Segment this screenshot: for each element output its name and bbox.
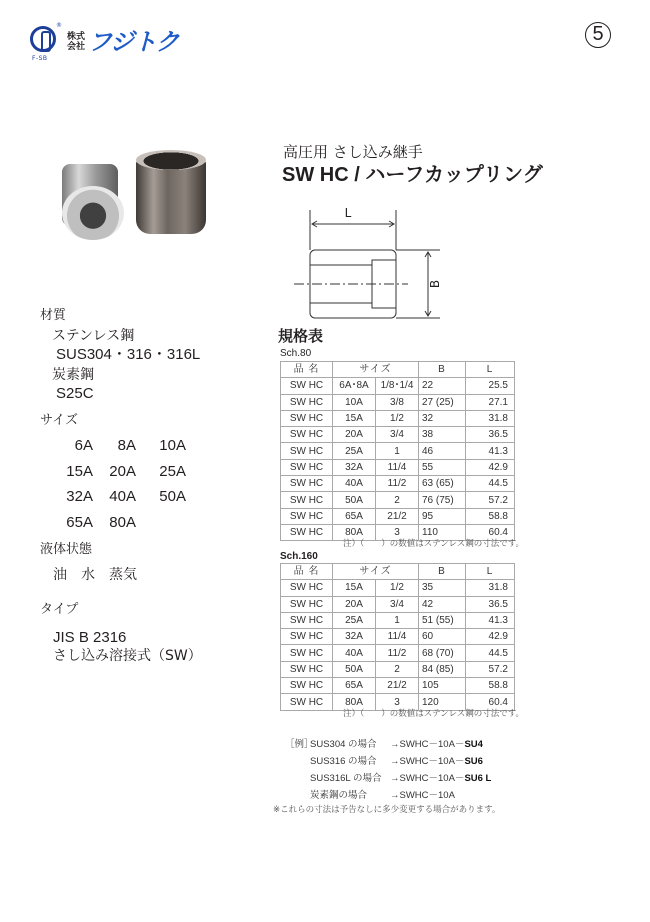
example-row <box>285 736 491 753</box>
fluid-heading: 液体状態 <box>40 542 93 557</box>
cell-size-inch: 3/4 <box>376 596 419 612</box>
cell-size-a: 65A <box>333 678 376 694</box>
cell-name: SW HC <box>281 596 333 612</box>
size-list <box>50 437 186 539</box>
cell-name: SW HC <box>281 410 333 426</box>
company-prefix-line1: 株式 <box>67 32 86 42</box>
type-connection: さし込み溶接式（SW） <box>53 648 202 664</box>
table-row <box>281 629 515 645</box>
table-row <box>281 492 515 508</box>
cell-name: SW HC <box>281 443 333 459</box>
type-heading: タイプ <box>40 602 79 617</box>
cell-name: SW HC <box>281 645 333 661</box>
cell-b: 38 <box>419 427 466 443</box>
product-photo <box>58 150 246 245</box>
cell-size-inch: 3/8 <box>376 394 419 410</box>
page-number-badge: 5 <box>585 22 611 48</box>
cell-size-inch: 3/4 <box>376 427 419 443</box>
cell-name: SW HC <box>281 629 333 645</box>
cell-b: 105 <box>419 678 466 694</box>
stainless-grades: SUS304・316・316L <box>56 346 201 363</box>
header-name: 品 名 <box>281 564 333 580</box>
company-prefix-line2: 会社 <box>67 42 86 52</box>
example-suffix: SU6 <box>464 756 483 767</box>
cell-size-a: 25A <box>333 612 376 628</box>
cell-name: SW HC <box>281 394 333 410</box>
cell-l: 44.5 <box>466 645 515 661</box>
size-value: 8A <box>117 437 136 454</box>
header-l: L <box>466 564 515 580</box>
cell-name: SW HC <box>281 661 333 677</box>
example-code: →SWHC－10A－ <box>390 773 465 784</box>
table-row <box>281 596 515 612</box>
cell-l: 42.9 <box>466 629 515 645</box>
table-row <box>281 678 515 694</box>
cell-size-a: 15A <box>333 410 376 426</box>
cell-size-inch: 1/2 <box>376 580 419 596</box>
example-row <box>285 787 491 804</box>
cell-b: 42 <box>419 596 466 612</box>
cell-b: 110 <box>419 524 466 540</box>
order-code-examples <box>285 736 491 804</box>
table-row <box>281 410 515 426</box>
sch160-label: Sch.160 <box>280 551 318 562</box>
cell-l: 31.8 <box>466 410 515 426</box>
size-heading: サイズ <box>40 413 78 428</box>
cell-size-a: 32A <box>333 459 376 475</box>
table-row <box>281 694 515 710</box>
cell-b: 76 (75) <box>419 492 466 508</box>
example-code: →SWHC－10A－ <box>390 739 465 750</box>
size-value: 40A <box>109 488 136 505</box>
cell-b: 51 (55) <box>419 612 466 628</box>
type-standard: JIS B 2316 <box>53 629 127 646</box>
sch80-label: Sch.80 <box>280 348 312 359</box>
example-material: SUS316 の場合 <box>310 756 377 767</box>
table-header-row <box>281 564 515 580</box>
table-row <box>281 459 515 475</box>
header-size: サイズ <box>333 362 419 378</box>
cell-l: 57.2 <box>466 492 515 508</box>
cell-name: SW HC <box>281 612 333 628</box>
size-value: 25A <box>159 462 186 480</box>
example-material: SUS316L の場合 <box>310 773 382 784</box>
cell-size-a: 6A･8A <box>333 378 376 394</box>
table-row <box>281 612 515 628</box>
dim-diameter-label: B <box>428 279 442 289</box>
sch160-table <box>280 563 515 711</box>
cell-b: 46 <box>419 443 466 459</box>
cell-size-inch: 11/2 <box>376 645 419 661</box>
cell-l: 42.9 <box>466 459 515 475</box>
stainless-label: ステンレス鋼 <box>52 328 135 344</box>
example-suffix: SU4 <box>464 739 483 750</box>
cell-l: 58.8 <box>466 678 515 694</box>
table-row <box>281 378 515 394</box>
header-l: L <box>466 362 515 378</box>
cell-size-inch: 2 <box>376 661 419 677</box>
cell-name: SW HC <box>281 580 333 596</box>
spec-table-heading: 規格表 <box>278 327 324 345</box>
material-heading: 材質 <box>40 308 67 323</box>
table-row <box>281 661 515 677</box>
cell-size-inch: 21/2 <box>376 678 419 694</box>
cell-name: SW HC <box>281 508 333 524</box>
cell-size-a: 20A <box>333 596 376 612</box>
cell-b: 27 (25) <box>419 394 466 410</box>
header-name: 品 名 <box>281 362 333 378</box>
cell-size-a: 10A <box>333 394 376 410</box>
cell-size-a: 80A <box>333 694 376 710</box>
cell-l: 31.8 <box>466 580 515 596</box>
size-row <box>50 488 186 514</box>
sch160-note: 注）（ ）の数値はステンレス鋼の寸法です。 <box>343 709 525 719</box>
cell-l: 41.3 <box>466 443 515 459</box>
cell-size-inch: 1 <box>376 612 419 628</box>
cell-name: SW HC <box>281 476 333 492</box>
example-label: ［例］ <box>285 739 314 750</box>
example-row <box>285 753 491 770</box>
cell-b: 32 <box>419 410 466 426</box>
size-value: 80A <box>109 513 136 531</box>
cell-name: SW HC <box>281 678 333 694</box>
sch80-note: 注）（ ）の数値はステンレス鋼の寸法です。 <box>343 539 525 549</box>
cell-size-inch: 3 <box>376 524 419 540</box>
cell-size-a: 50A <box>333 661 376 677</box>
cell-size-inch: 1/8･1/4 <box>376 378 419 394</box>
cell-l: 36.5 <box>466 596 515 612</box>
footnote: ※これらの寸法は予告なしに多少変更する場合があります。 <box>273 805 501 815</box>
dimension-drawing <box>290 190 455 325</box>
registered-mark: ® <box>56 22 62 29</box>
size-row <box>50 514 186 540</box>
cell-l: 60.4 <box>466 524 515 540</box>
cell-size-a: 32A <box>333 629 376 645</box>
cell-size-a: 20A <box>333 427 376 443</box>
size-value: 20A <box>109 462 136 480</box>
product-category: 高圧用 さし込み継手 <box>283 143 423 161</box>
cell-b: 60 <box>419 629 466 645</box>
cell-size-inch: 11/2 <box>376 476 419 492</box>
cell-l: 25.5 <box>466 378 515 394</box>
example-code: →SWHC－10A－ <box>390 756 465 767</box>
cell-size-a: 50A <box>333 492 376 508</box>
header-b: B <box>419 564 466 580</box>
cell-name: SW HC <box>281 694 333 710</box>
company-name: フジトク <box>88 28 179 56</box>
cell-name: SW HC <box>281 492 333 508</box>
company-prefix <box>67 32 87 52</box>
fluid-values: 油 水 蒸気 <box>53 567 137 583</box>
coupling-front-view <box>62 164 124 240</box>
example-material: SUS304 の場合 <box>310 739 377 750</box>
cell-size-a: 80A <box>333 524 376 540</box>
cell-size-a: 40A <box>333 476 376 492</box>
cell-l: 27.1 <box>466 394 515 410</box>
table-row <box>281 476 515 492</box>
cell-l: 36.5 <box>466 427 515 443</box>
example-suffix: SU6 L <box>464 773 492 784</box>
carbon-steel-grade: S25C <box>56 385 94 402</box>
cell-size-inch: 11/4 <box>376 629 419 645</box>
cell-size-inch: 21/2 <box>376 508 419 524</box>
table-row <box>281 427 515 443</box>
cell-name: SW HC <box>281 524 333 540</box>
cell-name: SW HC <box>281 378 333 394</box>
company-logo <box>30 22 180 66</box>
cell-b: 55 <box>419 459 466 475</box>
header-size: サイズ <box>333 564 419 580</box>
cell-l: 44.5 <box>466 476 515 492</box>
size-row <box>50 437 186 463</box>
cell-b: 68 (70) <box>419 645 466 661</box>
cell-b: 120 <box>419 694 466 710</box>
size-value: 10A <box>159 437 186 454</box>
table-row <box>281 443 515 459</box>
logo-mark-label: F-SB <box>32 55 48 62</box>
dim-length-label: L <box>344 206 352 220</box>
example-material: 炭素鋼の場合 <box>310 790 368 801</box>
cell-size-inch: 1 <box>376 443 419 459</box>
cell-l: 58.8 <box>466 508 515 524</box>
cell-b: 22 <box>419 378 466 394</box>
size-value: 50A <box>159 488 186 505</box>
carbon-steel-label: 炭素鋼 <box>52 367 94 383</box>
cell-b: 95 <box>419 508 466 524</box>
example-row <box>285 770 491 787</box>
cell-l: 41.3 <box>466 612 515 628</box>
cell-size-inch: 1/2 <box>376 410 419 426</box>
cell-name: SW HC <box>281 427 333 443</box>
cell-l: 60.4 <box>466 694 515 710</box>
cell-l: 57.2 <box>466 661 515 677</box>
cell-size-inch: 11/4 <box>376 459 419 475</box>
cell-size-a: 65A <box>333 508 376 524</box>
cell-size-a: 25A <box>333 443 376 459</box>
size-value: 6A <box>74 437 93 454</box>
cell-name: SW HC <box>281 459 333 475</box>
size-value: 32A <box>66 488 93 505</box>
size-value: 65A <box>66 513 93 531</box>
product-title: SW HC / ハーフカップリング <box>282 164 543 186</box>
example-code: →SWHC－10A <box>390 790 455 801</box>
cell-size-a: 40A <box>333 645 376 661</box>
table-row <box>281 580 515 596</box>
cell-b: 84 (85) <box>419 661 466 677</box>
cell-size-a: 15A <box>333 580 376 596</box>
table-header-row <box>281 362 515 378</box>
cell-b: 35 <box>419 580 466 596</box>
table-row <box>281 394 515 410</box>
size-value <box>136 514 186 540</box>
cell-b: 63 (65) <box>419 476 466 492</box>
cell-size-inch: 2 <box>376 492 419 508</box>
size-value: 15A <box>66 462 93 480</box>
sch80-table <box>280 361 515 541</box>
coupling-side-view <box>136 150 206 234</box>
table-row <box>281 508 515 524</box>
table-row <box>281 645 515 661</box>
size-row <box>50 463 186 489</box>
header-b: B <box>419 362 466 378</box>
fsb-logo-icon <box>30 26 56 52</box>
cell-size-inch: 3 <box>376 694 419 710</box>
